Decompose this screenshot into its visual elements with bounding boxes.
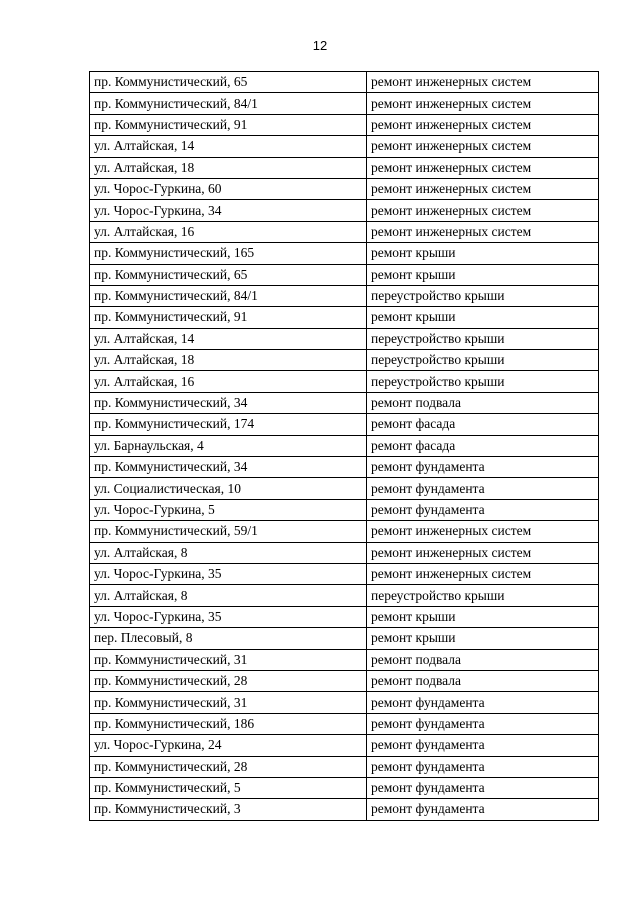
address-cell: пр. Коммунистический, 59/1 — [90, 521, 367, 542]
work-type-cell: ремонт инженерных систем — [367, 136, 599, 157]
address-cell: пр. Коммунистический, 84/1 — [90, 285, 367, 306]
address-cell: пр. Коммунистический, 84/1 — [90, 93, 367, 114]
work-type-cell: ремонт инженерных систем — [367, 178, 599, 199]
work-type-cell: переустройство крыши — [367, 371, 599, 392]
work-type-cell: ремонт инженерных систем — [367, 563, 599, 584]
work-type-cell: ремонт фундамента — [367, 713, 599, 734]
work-type-cell: переустройство крыши — [367, 350, 599, 371]
address-cell: пр. Коммунистический, 174 — [90, 414, 367, 435]
work-type-cell: ремонт подвала — [367, 392, 599, 413]
table-row — [90, 221, 599, 242]
table-row — [90, 542, 599, 563]
table-row — [90, 628, 599, 649]
address-cell: ул. Алтайская, 14 — [90, 136, 367, 157]
address-cell: ул. Чорос-Гуркина, 60 — [90, 178, 367, 199]
table-row — [90, 713, 599, 734]
table-row — [90, 777, 599, 798]
work-type-cell: ремонт фундамента — [367, 692, 599, 713]
address-cell: ул. Алтайская, 16 — [90, 221, 367, 242]
address-cell: пр. Коммунистический, 34 — [90, 457, 367, 478]
table-row — [90, 414, 599, 435]
repair-works-table — [89, 71, 599, 821]
table-row — [90, 521, 599, 542]
table-row — [90, 670, 599, 691]
table-row — [90, 371, 599, 392]
address-cell: пер. Плесовый, 8 — [90, 628, 367, 649]
address-cell: ул. Алтайская, 18 — [90, 350, 367, 371]
address-cell: ул. Алтайская, 8 — [90, 542, 367, 563]
work-type-cell: ремонт фасада — [367, 414, 599, 435]
address-cell: пр. Коммунистический, 31 — [90, 692, 367, 713]
table-body — [90, 72, 599, 821]
work-type-cell: ремонт инженерных систем — [367, 521, 599, 542]
address-cell: ул. Чорос-Гуркина, 24 — [90, 735, 367, 756]
work-type-cell: ремонт крыши — [367, 307, 599, 328]
table-row — [90, 264, 599, 285]
table-row — [90, 285, 599, 306]
work-type-cell: ремонт инженерных систем — [367, 72, 599, 93]
address-cell: пр. Коммунистический, 5 — [90, 777, 367, 798]
address-cell: ул. Чорос-Гуркина, 5 — [90, 499, 367, 520]
address-cell: ул. Чорос-Гуркина, 35 — [90, 563, 367, 584]
address-cell: ул. Алтайская, 16 — [90, 371, 367, 392]
address-cell: пр. Коммунистический, 3 — [90, 799, 367, 820]
work-type-cell: ремонт крыши — [367, 243, 599, 264]
table-row — [90, 178, 599, 199]
address-cell: пр. Коммунистический, 28 — [90, 670, 367, 691]
table-row — [90, 735, 599, 756]
work-type-cell: ремонт фасада — [367, 435, 599, 456]
table-row — [90, 585, 599, 606]
table-row — [90, 328, 599, 349]
address-cell: ул. Алтайская, 14 — [90, 328, 367, 349]
table-row — [90, 649, 599, 670]
table-row — [90, 157, 599, 178]
table-row — [90, 200, 599, 221]
table-row — [90, 799, 599, 820]
work-type-cell: ремонт фундамента — [367, 777, 599, 798]
address-cell: ул. Чорос-Гуркина, 34 — [90, 200, 367, 221]
work-type-cell: ремонт фундамента — [367, 478, 599, 499]
table-row — [90, 136, 599, 157]
work-type-cell: ремонт инженерных систем — [367, 93, 599, 114]
address-cell: пр. Коммунистический, 91 — [90, 114, 367, 135]
work-type-cell: ремонт подвала — [367, 649, 599, 670]
address-cell: ул. Социалистическая, 10 — [90, 478, 367, 499]
work-type-cell: ремонт фундамента — [367, 735, 599, 756]
page-number: 12 — [312, 38, 328, 53]
address-cell: ул. Барнаульская, 4 — [90, 435, 367, 456]
address-cell: ул. Алтайская, 8 — [90, 585, 367, 606]
table-row — [90, 392, 599, 413]
address-cell: пр. Коммунистический, 65 — [90, 72, 367, 93]
work-type-cell: ремонт фундамента — [367, 799, 599, 820]
table-row — [90, 350, 599, 371]
table-row — [90, 457, 599, 478]
work-type-cell: ремонт инженерных систем — [367, 221, 599, 242]
table-row — [90, 692, 599, 713]
work-type-cell: переустройство крыши — [367, 285, 599, 306]
table-row — [90, 307, 599, 328]
address-cell: пр. Коммунистический, 186 — [90, 713, 367, 734]
work-type-cell: ремонт инженерных систем — [367, 157, 599, 178]
work-type-cell: ремонт подвала — [367, 670, 599, 691]
work-type-cell: ремонт фундамента — [367, 756, 599, 777]
address-cell: пр. Коммунистический, 65 — [90, 264, 367, 285]
work-type-cell: ремонт инженерных систем — [367, 200, 599, 221]
work-type-cell: ремонт инженерных систем — [367, 114, 599, 135]
table-row — [90, 93, 599, 114]
table-row — [90, 606, 599, 627]
work-type-cell: ремонт крыши — [367, 264, 599, 285]
address-cell: ул. Чорос-Гуркина, 35 — [90, 606, 367, 627]
work-type-cell: ремонт крыши — [367, 628, 599, 649]
address-cell: пр. Коммунистический, 91 — [90, 307, 367, 328]
work-type-cell: переустройство крыши — [367, 328, 599, 349]
table-row — [90, 435, 599, 456]
table-row — [90, 478, 599, 499]
work-type-cell: ремонт фундамента — [367, 457, 599, 478]
address-cell: ул. Алтайская, 18 — [90, 157, 367, 178]
table-row — [90, 114, 599, 135]
address-cell: пр. Коммунистический, 34 — [90, 392, 367, 413]
table-row — [90, 563, 599, 584]
table-row — [90, 72, 599, 93]
address-cell: пр. Коммунистический, 31 — [90, 649, 367, 670]
address-cell: пр. Коммунистический, 165 — [90, 243, 367, 264]
work-type-cell: ремонт инженерных систем — [367, 542, 599, 563]
work-type-cell: ремонт фундамента — [367, 499, 599, 520]
work-type-cell: ремонт крыши — [367, 606, 599, 627]
table-row — [90, 243, 599, 264]
address-cell: пр. Коммунистический, 28 — [90, 756, 367, 777]
table-row — [90, 756, 599, 777]
table-row — [90, 499, 599, 520]
work-type-cell: переустройство крыши — [367, 585, 599, 606]
